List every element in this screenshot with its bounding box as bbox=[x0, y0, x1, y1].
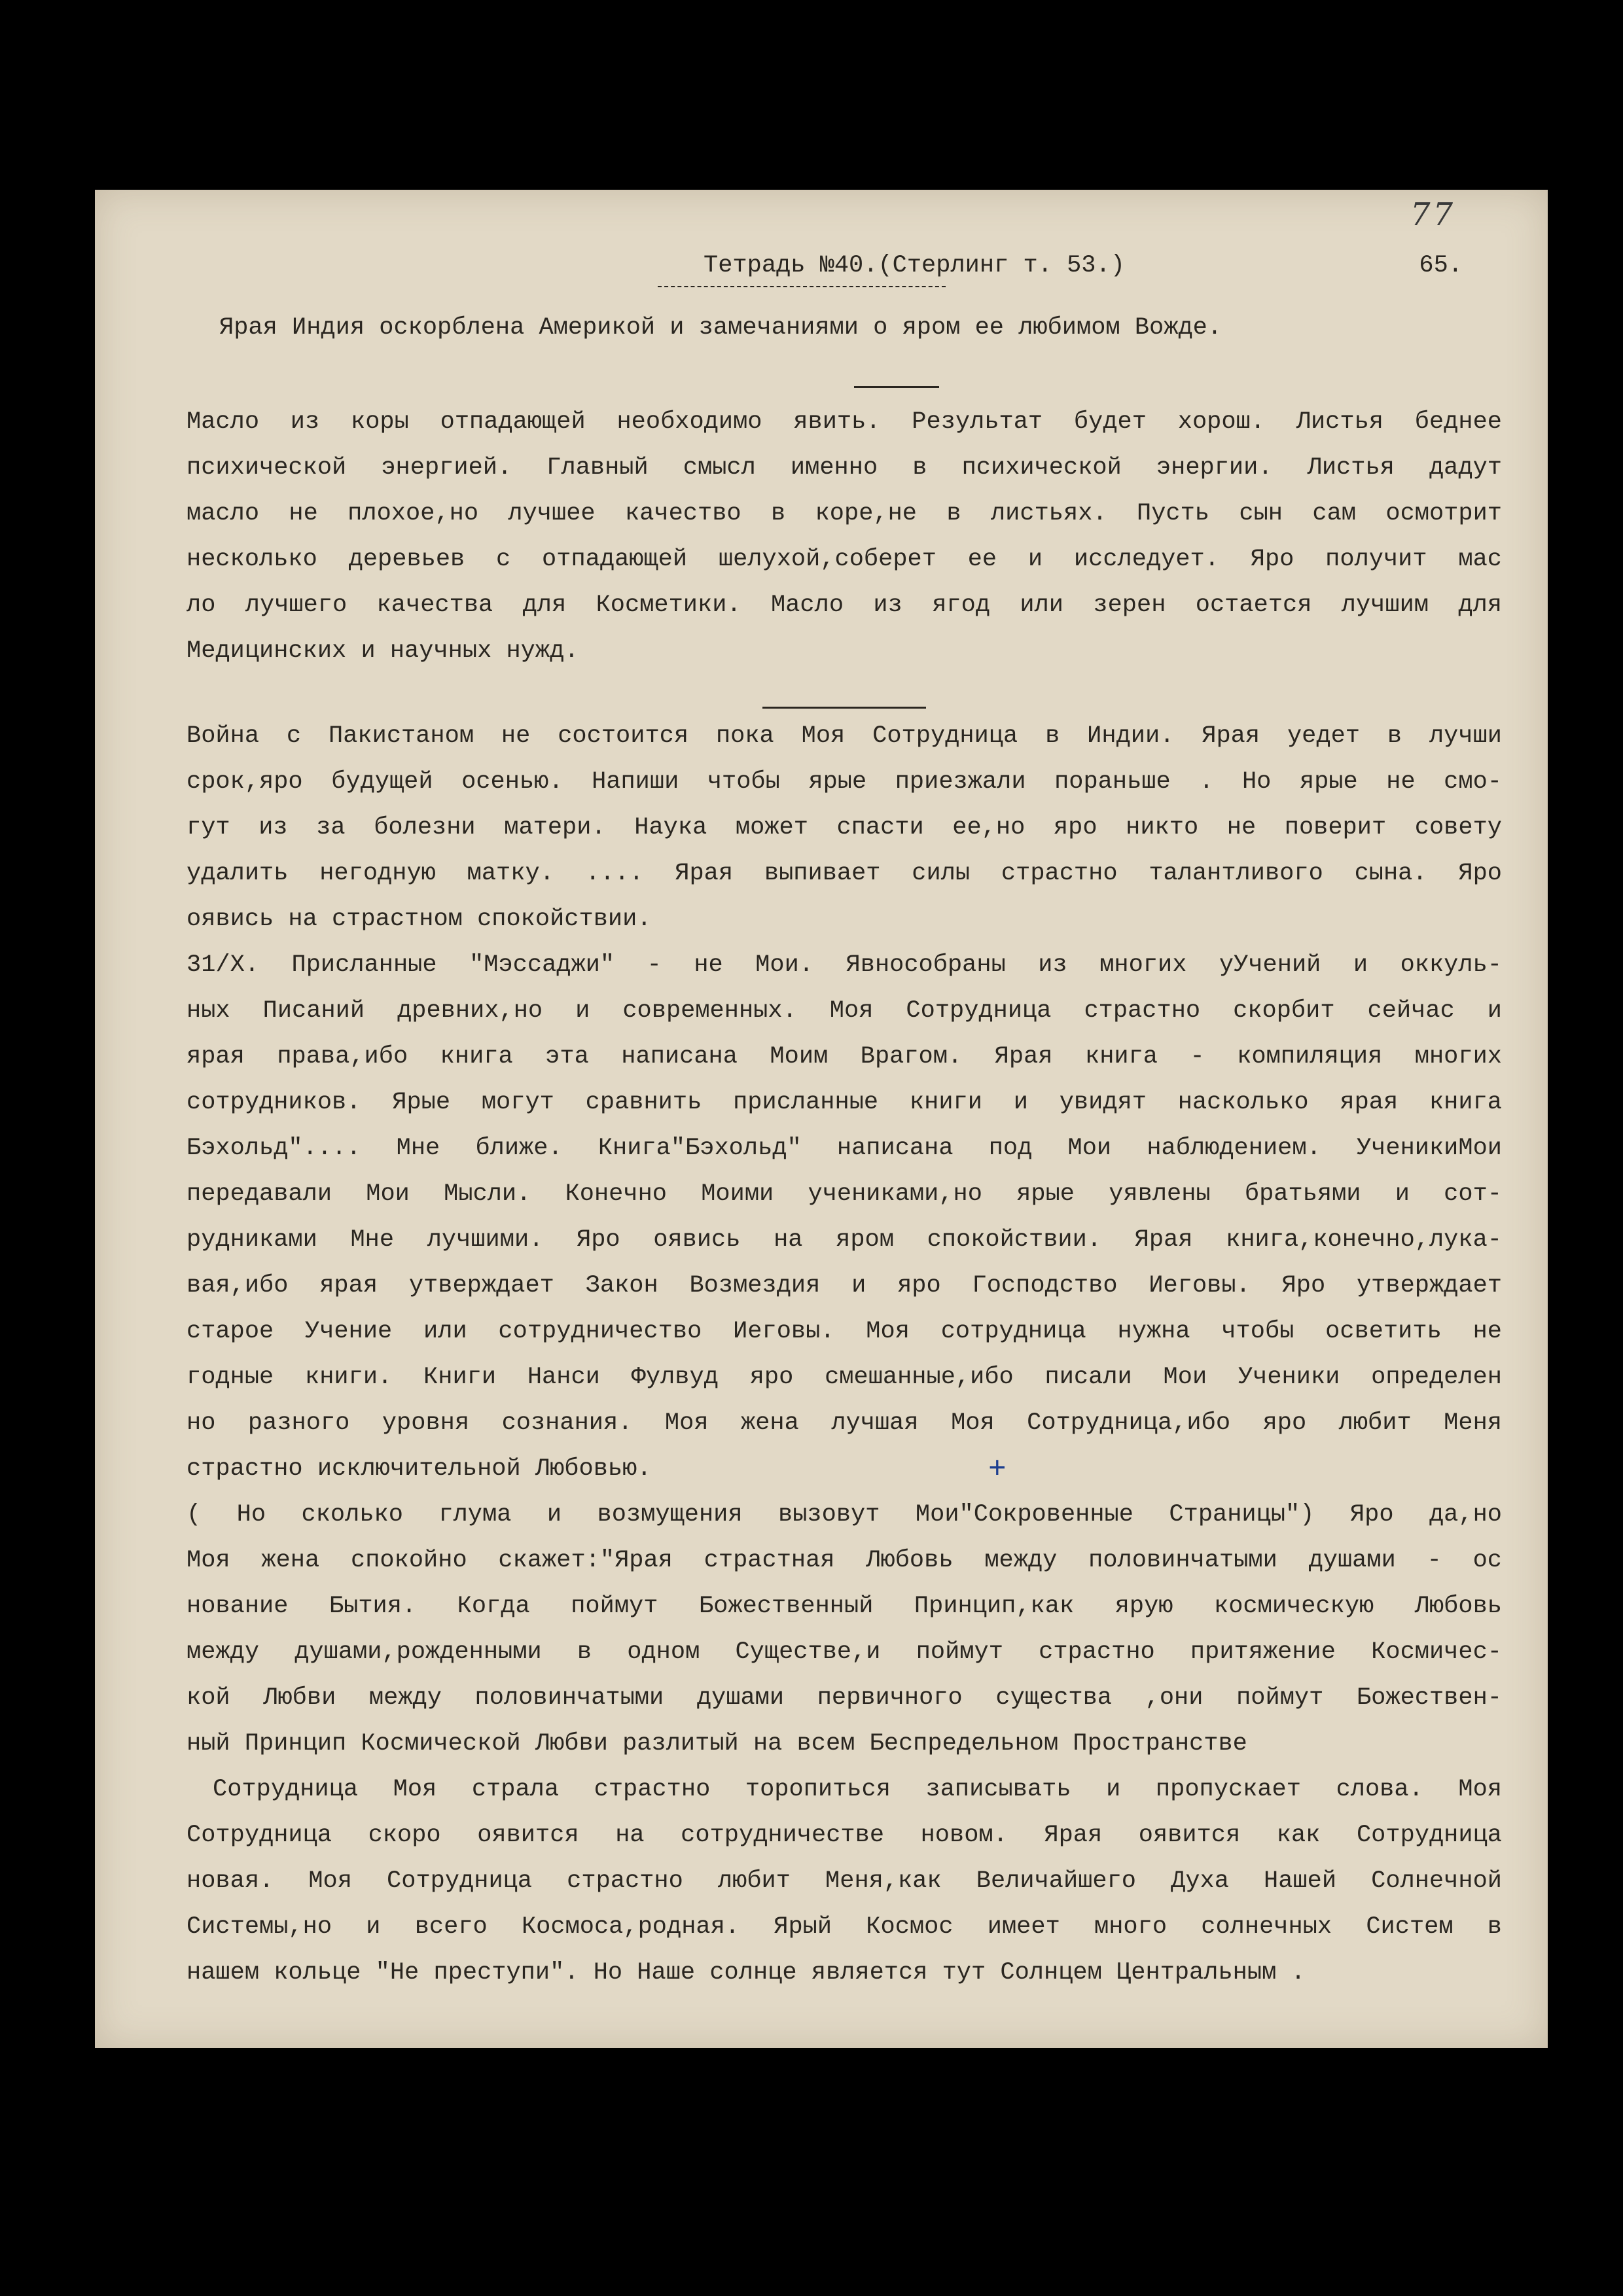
text-line: психической энергией. Главный смысл именно в психической энергии. Листья дадут bbox=[187, 454, 1502, 482]
text-line: 31/X. Присланные "Мэссаджи" - не Мои. Явнособраны из многих уУчений и оккуль- bbox=[187, 951, 1502, 979]
text-line: ло лучшего качества для Косметики. Масло из ягод или зерен остается лучшим для bbox=[187, 592, 1502, 619]
text-line: удалить негодную матку. .... Ярая выпивает силы страстно талантливого сына. Яро bbox=[187, 860, 1502, 887]
page-number: 65. bbox=[1419, 252, 1463, 279]
handwritten-cross-mark: + bbox=[988, 1453, 1007, 1487]
paragraph-2 bbox=[187, 713, 1502, 942]
text-line: Сотрудница скоро оявится на сотрудничестве новом. Ярая оявится как Сотрудница bbox=[187, 1822, 1502, 1849]
text-line: новая. Моя Сотрудница страстно любит Меня,как Величайшего Духа Нашей Солнечной bbox=[187, 1867, 1502, 1895]
text-line: Системы,но и всего Космоса,родная. Ярый Космос имеет много солнечных Систем в bbox=[187, 1913, 1502, 1941]
text-line: между душами,рожденными в одном Существе,и поймут страстно притяжение Космичес- bbox=[187, 1638, 1502, 1666]
text-line: вая,ибо ярая утверждает Закон Возмездия и яро Господство Иеговы. Яро утверждает bbox=[187, 1272, 1502, 1299]
paragraph-4 bbox=[187, 1492, 1502, 1767]
text-line: нашем кольце "Не преступи". Но Наше солнце является тут Солнцем Центральным . bbox=[187, 1959, 1306, 1987]
text-line: кой Любви между половинчатыми душами первичного существа ,они поймут Божествен- bbox=[187, 1684, 1502, 1712]
text-line: страстно исключительной Любовью. bbox=[187, 1455, 652, 1483]
text-line: Масло из коры отпадающей необходимо явить. Результат будет хорош. Листья беднее bbox=[187, 408, 1502, 436]
text-line: рудниками Мне лучшими. Яро оявись на яром спокойствии. Ярая книга,конечно,лука- bbox=[187, 1226, 1502, 1254]
paragraph-3 bbox=[187, 942, 1502, 1492]
text-line: ных Писаний древних,но и современных. Моя Сотрудница страстно скорбит сейчас и bbox=[187, 997, 1502, 1025]
text-line: старое Учение или сотрудничество Иеговы. Моя сотрудница нужна чтобы осветить не bbox=[187, 1318, 1502, 1345]
text-line: Война с Пакистаном не состоится пока Моя Сотрудница в Индии. Ярая уедет в лучши bbox=[187, 722, 1502, 750]
text-line: нование Бытия. Когда поймут Божественный Принцип,как ярую космическую Любовь bbox=[187, 1593, 1502, 1620]
text-line: гут из за болезни матери. Наука может спасти ее,но яро никто не поверит совету bbox=[187, 814, 1502, 841]
subtitle: Ярая Индия оскорблена Америкой и замечаниями о яром ее любимом Вожде. bbox=[219, 314, 1222, 342]
notebook-title: Тетрадь №40.(Стерлинг т. 53.) bbox=[704, 252, 1125, 279]
document-page bbox=[95, 190, 1548, 2048]
text-line: Медицинских и научных нужд. bbox=[187, 637, 579, 665]
text-line: Сотрудница Моя страла страстно торопиться записывать и пропускает слова. Моя bbox=[213, 1776, 1502, 1803]
text-line: оявись на страстном спокойствии. bbox=[187, 906, 652, 933]
paragraph-1 bbox=[187, 399, 1502, 674]
separator-rule bbox=[762, 707, 926, 709]
text-line: ярая права,ибо книга эта написана Моим Врагом. Ярая книга - компиляция многих bbox=[187, 1043, 1502, 1070]
title-underline bbox=[658, 286, 946, 287]
text-line: несколько деревьев с отпадающей шелухой,соберет ее и исследует. Яро получит мас bbox=[187, 546, 1502, 573]
text-line: ный Принцип Космической Любви разлитый на всем Беспредельном Пространстве bbox=[187, 1730, 1247, 1757]
text-line: сотрудников. Ярые могут сравнить присланные книги и увидят насколько ярая книга bbox=[187, 1089, 1502, 1116]
text-line: годные книги. Книги Нанси Фулвуд яро смешанные,ибо писали Мои Ученики определен bbox=[187, 1364, 1502, 1391]
text-line: Бэхольд".... Мне ближе. Книга"Бэхольд" написана под Мои наблюдением. УченикиМои bbox=[187, 1135, 1502, 1162]
text-line: но разного уровня сознания. Моя жена лучшая Моя Сотрудница,ибо яро любит Меня bbox=[187, 1409, 1502, 1437]
text-line: масло не плохое,но лучшее качество в коре,не в листьях. Пусть сын сам осмотрит bbox=[187, 500, 1502, 527]
paragraph-5 bbox=[187, 1767, 1502, 1996]
handwritten-page-mark: 77 bbox=[1410, 196, 1456, 233]
page-header bbox=[704, 252, 1463, 291]
text-line: Моя жена спокойно скажет:"Ярая страстная Любовь между половинчатыми душами - ос bbox=[187, 1547, 1502, 1574]
text-line: ( Но сколько глума и возмущения вызовут Мои"Сокровенные Страницы") Яро да,но bbox=[187, 1501, 1502, 1528]
separator-rule bbox=[854, 386, 939, 388]
text-line: срок,яро будущей осенью. Напиши чтобы ярые приезжали пораньше . Но ярые не смо- bbox=[187, 768, 1502, 796]
text-line: передавали Мои Мысли. Конечно Моими учениками,но ярые уявлены братьями и сот- bbox=[187, 1180, 1502, 1208]
